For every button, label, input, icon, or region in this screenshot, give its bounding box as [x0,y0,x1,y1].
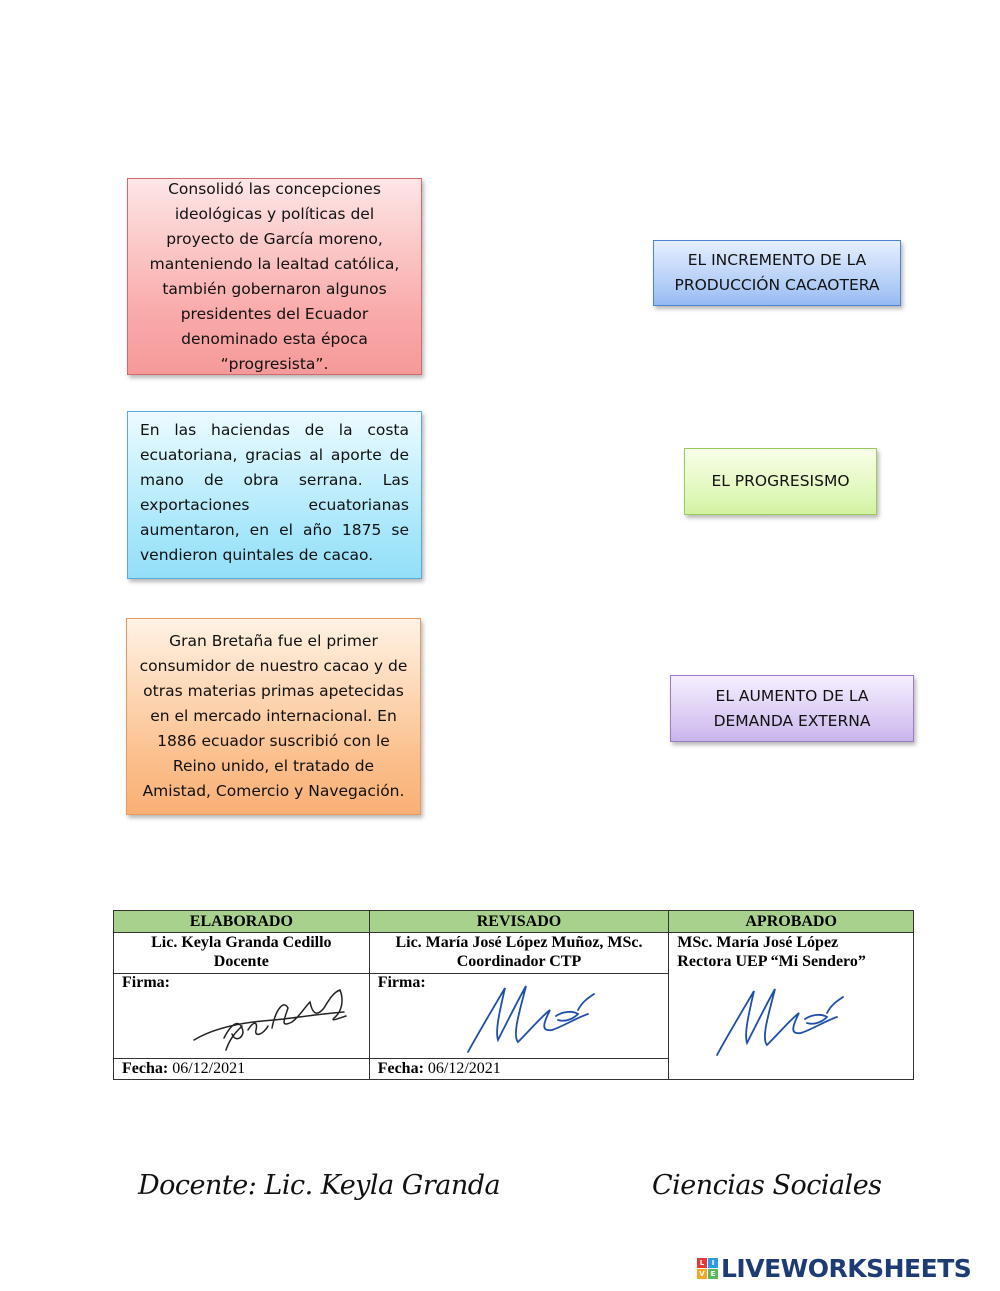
description-text-1: Consolidó las concepciones ideológicas y políticas del proyecto de García moreno, manteniendo la lealtad católica, también gobernaron algunos presidentes del Ecuador denominado esta época “progresista”. [149,179,400,373]
header-elaborado: ELABORADO [114,911,370,933]
elaborado-signature [184,978,359,1058]
revisado-role: Coordinador CTP [456,953,582,970]
logo-mark-v: V [697,1269,707,1279]
concept-box-incremento[interactable] [653,240,901,306]
revisado-fecha-value: 06/12/2021 [427,1060,501,1077]
signature-table [113,910,914,1080]
footer-docente: Docente: Lic. Keyla Granda [138,1170,501,1201]
concept-label-demanda: EL AUMENTO DE LA DEMANDA EXTERNA [713,686,871,730]
description-box-1 [127,178,422,375]
aprobado-signature [709,983,859,1063]
description-box-3 [126,618,421,815]
concept-label-incremento: EL INCREMENTO DE LA PRODUCCIÓN CACAOTERA [674,251,880,294]
header-revisado: REVISADO [369,911,669,933]
concept-box-progresismo[interactable] [684,448,877,515]
revisado-name-cell [369,933,669,974]
elaborado-role: Docente [213,953,269,970]
elaborado-fecha-label: Fecha: [122,1060,169,1077]
elaborado-firma-cell [114,974,370,1059]
logo-mark-l: L [697,1258,707,1268]
liveworksheets-logo [697,1254,971,1283]
aprobado-cell [669,933,914,1080]
description-text-3: Gran Bretaña fue el primer consumidor de nuestro cacao y de otras materias primas apetecidas en el mercado internacional. En 1886 ecuador suscribió con le Reino unido, el tratado de Amistad, Comercio y Navegación. [139,632,408,800]
revisado-firma-label: Firma: [377,974,426,991]
revisado-name: Lic. María José López Muñoz, MSc. [395,934,643,951]
elaborado-fecha-cell [114,1059,370,1080]
elaborado-name-cell [114,933,370,974]
description-box-2 [127,411,422,579]
revisado-firma-cell [369,974,669,1059]
aprobado-role: Rectora UEP “Mi Sendero” [677,953,866,970]
description-text-2: En las haciendas de la costa ecuatoriana, gracias al aporte de mano de obra serrana. Las exportaciones ecuatorianas aumentaron, en el año 1875 se vendieron quintales de cacao. [140,421,409,564]
revisado-fecha-label: Fecha: [377,1060,424,1077]
footer-subject: Ciencias Sociales [652,1170,882,1201]
elaborado-firma-label: Firma: [122,974,170,991]
revisado-signature [460,980,610,1060]
revisado-fecha-cell [369,1059,669,1080]
concept-box-demanda[interactable] [670,675,914,742]
logo-mark-i: I [708,1258,718,1268]
logo-mark-e: E [708,1269,718,1279]
concept-label-progresismo: EL PROGRESISMO [711,472,850,490]
aprobado-name: MSc. María José López [677,934,839,951]
logo-mark-icon [697,1258,718,1279]
logo-text: LIVEWORKSHEETS [721,1254,972,1283]
header-aprobado: APROBADO [669,911,914,933]
elaborado-fecha-value: 06/12/2021 [172,1060,246,1077]
elaborado-name: Lic. Keyla Granda Cedillo [151,934,332,951]
